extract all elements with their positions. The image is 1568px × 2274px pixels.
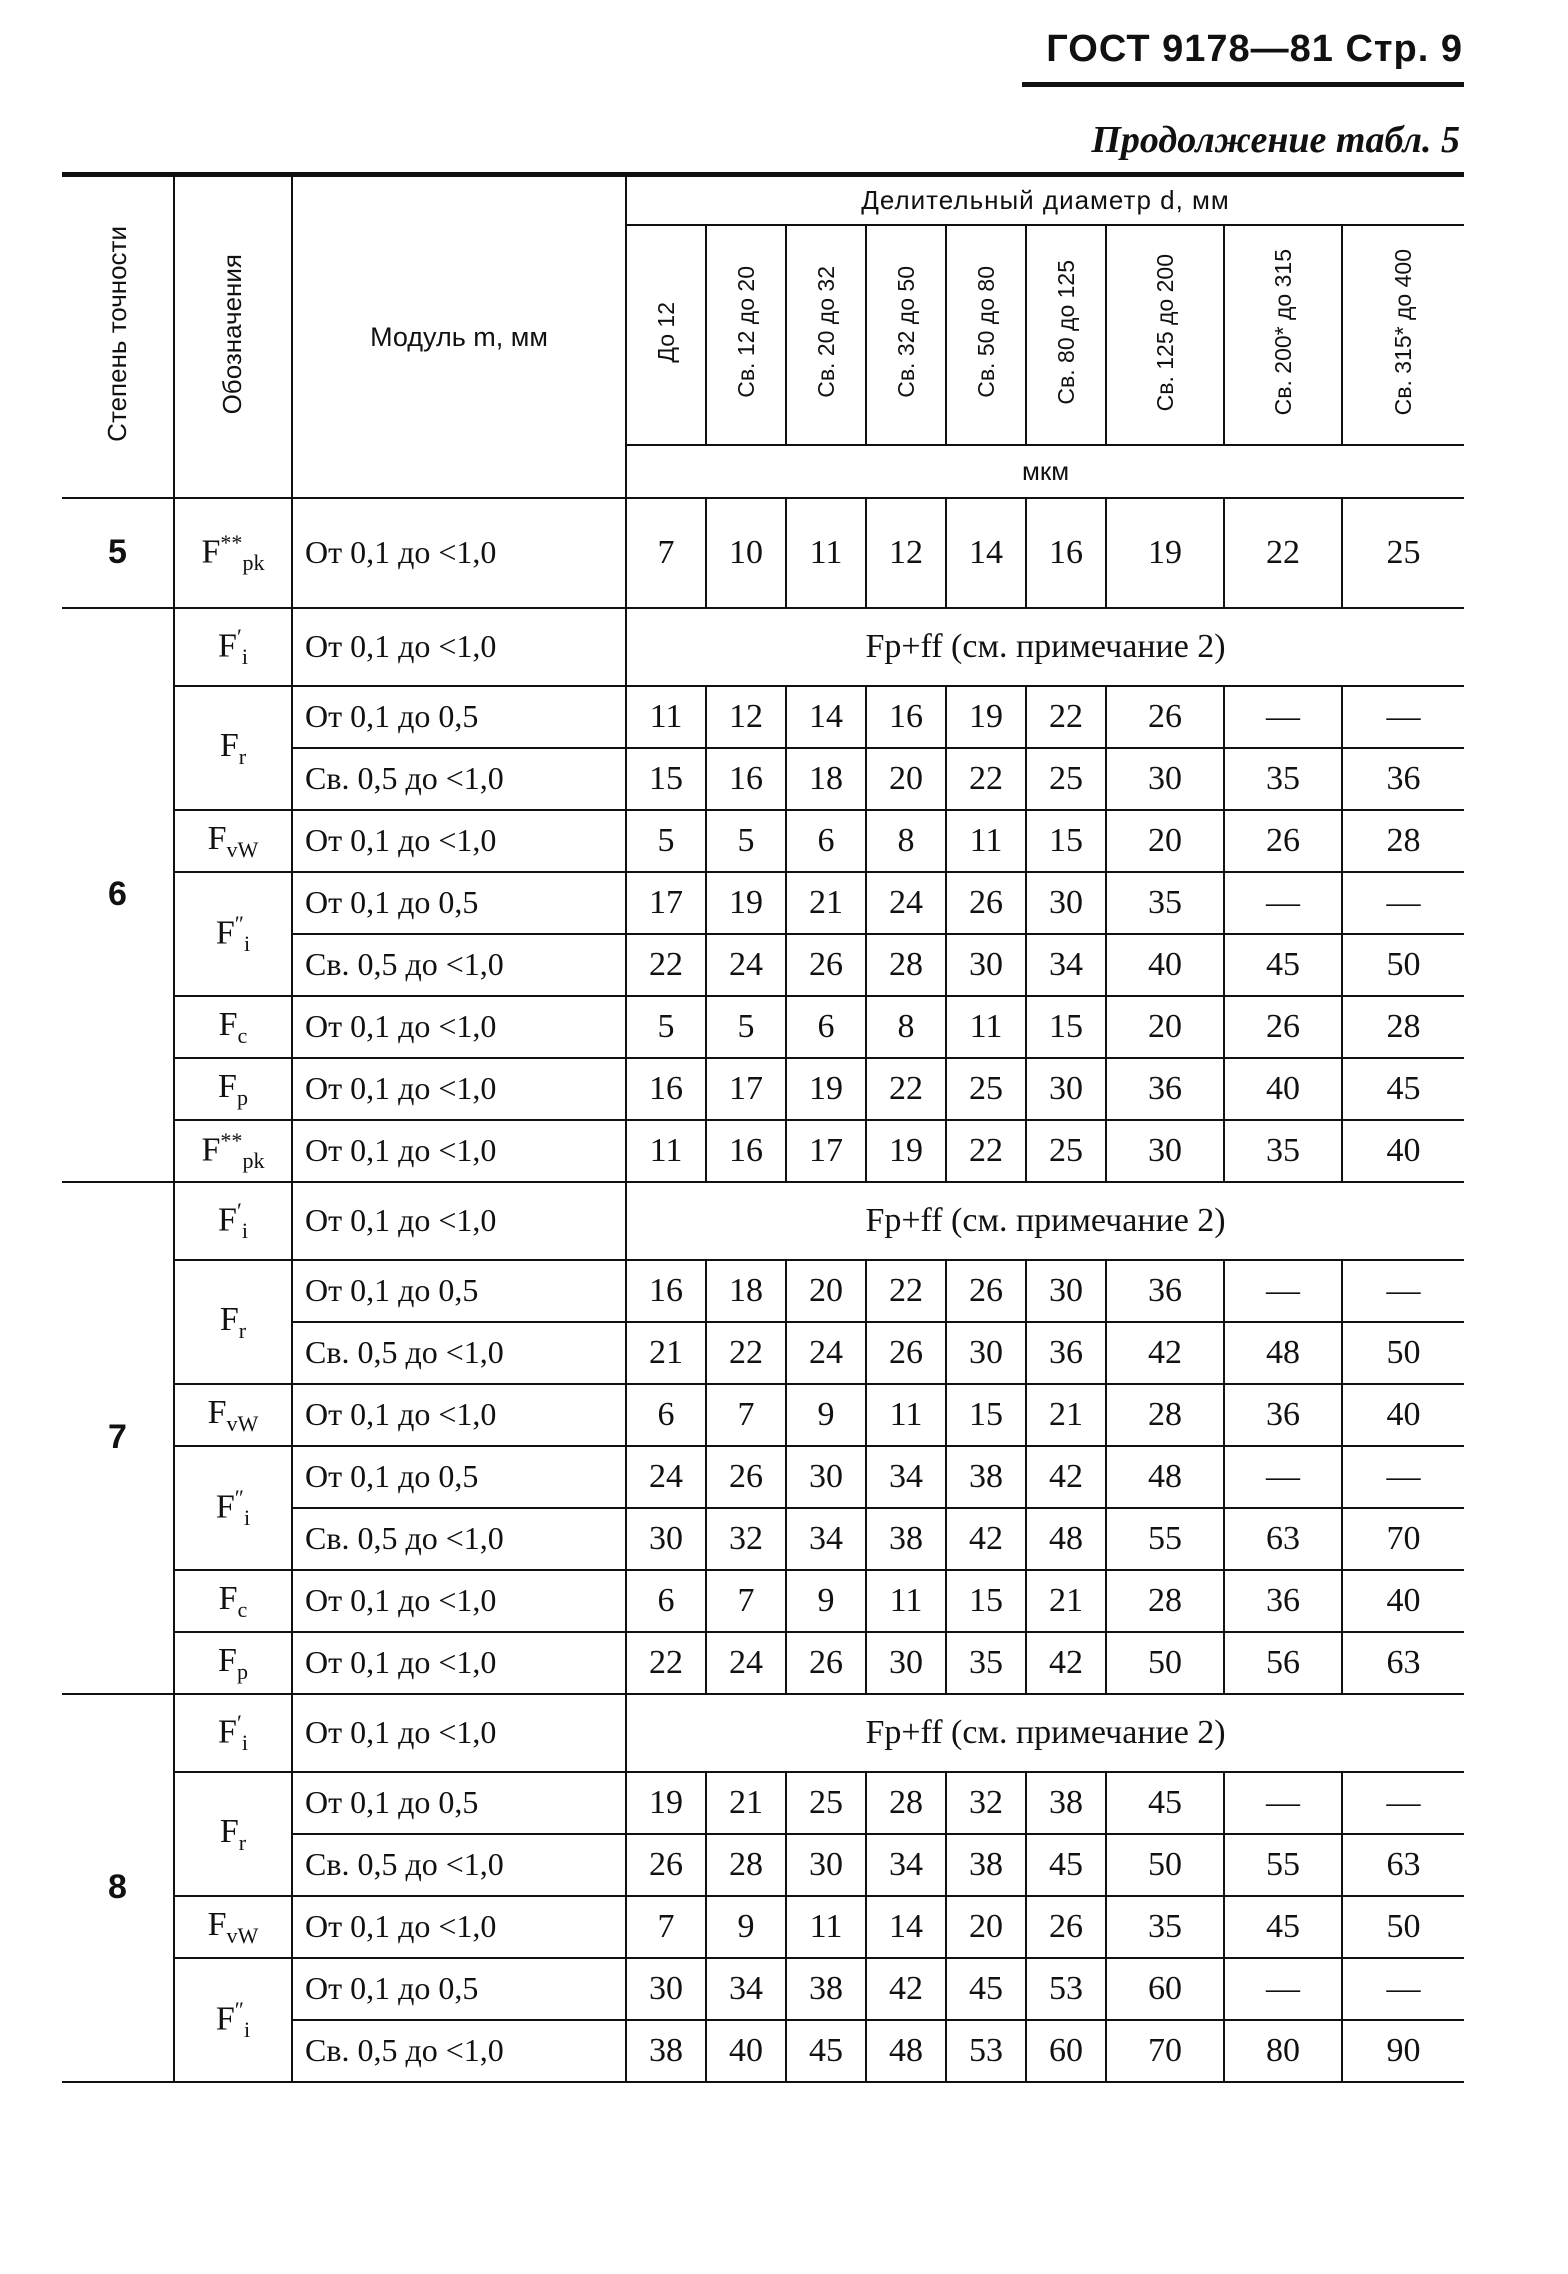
tolerance-value: 22: [866, 1058, 946, 1120]
tolerance-value: 40: [1342, 1384, 1464, 1446]
tolerance-value: 36: [1224, 1570, 1342, 1632]
tolerance-value: 21: [626, 1322, 706, 1384]
module-range: От 0,1 до <1,0: [292, 1570, 626, 1632]
tolerance-value: 22: [1026, 686, 1106, 748]
module-range: Св. 0,5 до <1,0: [292, 748, 626, 810]
module-range: От 0,1 до <1,0: [292, 1694, 626, 1772]
col-header-diameter: Св. 315* до 400: [1342, 225, 1464, 444]
tolerance-value: 14: [786, 686, 866, 748]
tolerance-value: 15: [946, 1570, 1026, 1632]
tolerance-value: 63: [1342, 1834, 1464, 1896]
tolerance-value: 34: [706, 1958, 786, 2020]
tolerance-value: 25: [1026, 748, 1106, 810]
module-range: От 0,1 до <1,0: [292, 1182, 626, 1260]
module-range: Св. 0,5 до <1,0: [292, 2020, 626, 2082]
tolerance-value: 22: [946, 1120, 1026, 1182]
table-row: [62, 1446, 1464, 1508]
tolerance-value: 16: [706, 748, 786, 810]
tolerance-symbol: $F_c$: [174, 996, 292, 1058]
tolerance-value: 16: [866, 686, 946, 748]
tolerance-value: 21: [1026, 1570, 1106, 1632]
tolerance-value: 7: [706, 1570, 786, 1632]
tolerance-value: 24: [706, 934, 786, 996]
tolerance-value: 26: [1026, 1896, 1106, 1958]
module-range: От 0,1 до 0,5: [292, 872, 626, 934]
tolerance-value: 17: [626, 872, 706, 934]
tolerance-value: 11: [946, 996, 1026, 1058]
module-range: От 0,1 до <1,0: [292, 1896, 626, 1958]
tolerance-value: 9: [786, 1384, 866, 1446]
tolerance-symbol: $F''_i$: [174, 872, 292, 996]
tolerance-value: 7: [626, 498, 706, 608]
tolerance-value: —: [1224, 1446, 1342, 1508]
tolerance-value: 22: [626, 934, 706, 996]
tolerance-value: —: [1224, 1260, 1342, 1322]
tolerance-value: 40: [1224, 1058, 1342, 1120]
tolerance-value: 63: [1342, 1632, 1464, 1694]
tolerance-value: —: [1342, 1958, 1464, 2020]
tolerance-value: 22: [626, 1632, 706, 1694]
tolerance-symbol: $F_r$: [174, 1260, 292, 1384]
tolerance-value: 5: [706, 810, 786, 872]
tolerance-value: 9: [706, 1896, 786, 1958]
tolerance-value: 36: [1342, 748, 1464, 810]
tolerance-value: 9: [786, 1570, 866, 1632]
module-range: Св. 0,5 до <1,0: [292, 1322, 626, 1384]
tolerance-symbol: $F_{vW}$: [174, 1896, 292, 1958]
tolerance-value: 55: [1224, 1834, 1342, 1896]
tolerance-value: 16: [626, 1260, 706, 1322]
tolerance-value: 30: [946, 1322, 1026, 1384]
tolerance-value: 34: [1026, 934, 1106, 996]
tolerance-value: 35: [1224, 748, 1342, 810]
tolerance-value: 38: [946, 1834, 1026, 1896]
tolerance-value: —: [1224, 686, 1342, 748]
tolerance-symbol: $F_c$: [174, 1570, 292, 1632]
col-header-diameter: Св. 20 до 32: [786, 225, 866, 444]
tolerance-value: 15: [626, 748, 706, 810]
tolerance-value: 18: [786, 748, 866, 810]
see-note-cell: Fp+ff (см. примечание 2): [626, 608, 1464, 686]
tolerance-value: 70: [1342, 1508, 1464, 1570]
tolerance-value: 11: [626, 686, 706, 748]
tolerance-value: 11: [946, 810, 1026, 872]
col-header-diameter: Св. 125 до 200: [1106, 225, 1224, 444]
tolerance-value: 50: [1342, 934, 1464, 996]
col-header-modul: Модуль m, мм: [292, 175, 626, 499]
col-header-diameter-group: Делительный диаметр d, мм: [626, 175, 1464, 226]
tolerance-symbol: $F''_i$: [174, 1446, 292, 1570]
accuracy-grade: 8: [62, 1694, 174, 2082]
tolerance-value: 38: [946, 1446, 1026, 1508]
tolerance-value: 30: [1106, 1120, 1224, 1182]
table-row: [62, 608, 1464, 686]
tolerance-value: —: [1342, 686, 1464, 748]
tolerance-value: 12: [866, 498, 946, 608]
tolerance-value: 11: [626, 1120, 706, 1182]
tolerance-value: 45: [1224, 934, 1342, 996]
tolerance-value: 45: [1026, 1834, 1106, 1896]
tolerance-symbol: $F_p$: [174, 1632, 292, 1694]
tolerance-value: 26: [706, 1446, 786, 1508]
accuracy-grade: 6: [62, 608, 174, 1182]
table-row: [62, 1694, 1464, 1772]
tolerance-symbol: $F_r$: [174, 686, 292, 810]
module-range: От 0,1 до <1,0: [292, 810, 626, 872]
tolerance-value: 26: [946, 872, 1026, 934]
tolerance-value: 16: [1026, 498, 1106, 608]
tolerance-symbol: $F^{**}_{pk}$: [174, 498, 292, 608]
table-row: [62, 1058, 1464, 1120]
table-continuation-caption: Продолжение табл. 5: [1091, 119, 1460, 161]
tolerance-value: 8: [866, 810, 946, 872]
tolerance-value: 15: [1026, 996, 1106, 1058]
table-row: [62, 1260, 1464, 1322]
tolerance-value: 16: [706, 1120, 786, 1182]
tolerance-value: 19: [626, 1772, 706, 1834]
tolerance-value: —: [1342, 1260, 1464, 1322]
module-range: От 0,1 до 0,5: [292, 1260, 626, 1322]
tolerance-symbol: $F''_i$: [174, 1958, 292, 2082]
tolerance-value: 26: [1106, 686, 1224, 748]
tolerance-value: 38: [626, 2020, 706, 2082]
tolerance-value: 18: [706, 1260, 786, 1322]
tolerance-value: 40: [1106, 934, 1224, 996]
tolerance-value: 45: [786, 2020, 866, 2082]
tolerance-value: 36: [1106, 1058, 1224, 1120]
tolerance-value: 20: [866, 748, 946, 810]
tolerance-value: 40: [1342, 1120, 1464, 1182]
module-range: От 0,1 до <1,0: [292, 1384, 626, 1446]
tolerance-value: 7: [706, 1384, 786, 1446]
tolerance-value: 50: [1342, 1896, 1464, 1958]
tolerance-symbol: $F_r$: [174, 1772, 292, 1896]
tolerance-value: 5: [706, 996, 786, 1058]
col-header-diameter: До 12: [626, 225, 706, 444]
tolerance-value: 26: [786, 1632, 866, 1694]
tolerance-value: 11: [866, 1384, 946, 1446]
tolerance-value: 26: [626, 1834, 706, 1896]
tolerance-value: 80: [1224, 2020, 1342, 2082]
tolerance-value: 15: [946, 1384, 1026, 1446]
tolerance-value: 30: [626, 1958, 706, 2020]
tolerance-value: 24: [626, 1446, 706, 1508]
table-row: [62, 1384, 1464, 1446]
module-range: Св. 0,5 до <1,0: [292, 1834, 626, 1896]
tolerance-value: 45: [946, 1958, 1026, 2020]
col-header-diameter: Св. 200* до 315: [1224, 225, 1342, 444]
tolerance-symbol: $F_p$: [174, 1058, 292, 1120]
tolerance-value: 25: [946, 1058, 1026, 1120]
tolerance-value: 34: [866, 1446, 946, 1508]
tolerance-value: 50: [1106, 1834, 1224, 1896]
tolerance-value: 20: [786, 1260, 866, 1322]
tolerance-symbol: $F^{**}_{pk}$: [174, 1120, 292, 1182]
table-row: [62, 1896, 1464, 1958]
tolerance-value: 24: [866, 872, 946, 934]
tolerance-value: 30: [786, 1446, 866, 1508]
tolerance-value: 40: [706, 2020, 786, 2082]
tolerance-value: 14: [946, 498, 1026, 608]
tolerance-value: 70: [1106, 2020, 1224, 2082]
tolerance-value: 17: [706, 1058, 786, 1120]
table-row: [62, 1772, 1464, 1834]
tolerance-value: 30: [1026, 1058, 1106, 1120]
tolerance-value: 12: [706, 686, 786, 748]
table-row: [62, 1120, 1464, 1182]
tolerance-value: 24: [786, 1322, 866, 1384]
tolerance-value: 25: [1342, 498, 1464, 608]
tolerance-value: 28: [1106, 1384, 1224, 1446]
table-row: [62, 1632, 1464, 1694]
tolerance-value: 42: [1026, 1446, 1106, 1508]
accuracy-grade: 5: [62, 498, 174, 608]
tolerance-value: 48: [866, 2020, 946, 2082]
tolerance-value: 28: [1106, 1570, 1224, 1632]
tolerance-value: —: [1224, 872, 1342, 934]
tolerance-value: 22: [866, 1260, 946, 1322]
tolerance-value: 50: [1342, 1322, 1464, 1384]
tolerance-value: 34: [866, 1834, 946, 1896]
tolerance-value: 48: [1224, 1322, 1342, 1384]
tolerance-value: 19: [946, 686, 1026, 748]
tolerance-value: 28: [1342, 996, 1464, 1058]
tolerance-value: 16: [626, 1058, 706, 1120]
tolerance-value: 30: [786, 1834, 866, 1896]
tolerance-value: 30: [1026, 872, 1106, 934]
module-range: От 0,1 до 0,5: [292, 1446, 626, 1508]
tolerance-symbol: $F'_i$: [174, 608, 292, 686]
tolerance-value: 38: [1026, 1772, 1106, 1834]
tolerance-value: 45: [1342, 1058, 1464, 1120]
module-range: От 0,1 до <1,0: [292, 996, 626, 1058]
tolerance-symbol: $F_{vW}$: [174, 810, 292, 872]
tolerance-value: 22: [946, 748, 1026, 810]
tolerance-value: 26: [786, 934, 866, 996]
tolerance-value: 25: [1026, 1120, 1106, 1182]
tolerance-value: 36: [1106, 1260, 1224, 1322]
col-header-units: мкм: [626, 445, 1464, 498]
tolerance-value: 30: [866, 1632, 946, 1694]
tolerance-value: 6: [786, 996, 866, 1058]
tolerance-value: 30: [946, 934, 1026, 996]
tolerance-value: 5: [626, 810, 706, 872]
col-header-stepen: Степень точности: [62, 175, 174, 499]
tolerance-symbol: $F'_i$: [174, 1694, 292, 1772]
tolerance-symbol: $F'_i$: [174, 1182, 292, 1260]
accuracy-grade: 7: [62, 1182, 174, 1694]
tolerance-value: 21: [1026, 1384, 1106, 1446]
tolerance-value: 11: [786, 1896, 866, 1958]
col-header-diameter: Св. 80 до 125: [1026, 225, 1106, 444]
tolerance-value: 53: [1026, 1958, 1106, 2020]
table-row: [62, 810, 1464, 872]
tolerance-value: 32: [946, 1772, 1026, 1834]
module-range: От 0,1 до <1,0: [292, 1632, 626, 1694]
col-header-diameter: Св. 50 до 80: [946, 225, 1026, 444]
tolerance-value: 19: [786, 1058, 866, 1120]
tolerance-value: —: [1342, 1446, 1464, 1508]
tolerance-value: 28: [706, 1834, 786, 1896]
tolerance-value: 45: [1224, 1896, 1342, 1958]
table-row: [62, 1182, 1464, 1260]
tolerance-value: 32: [706, 1508, 786, 1570]
tolerance-value: 19: [706, 872, 786, 934]
table-row: [62, 498, 1464, 608]
tolerance-value: 63: [1224, 1508, 1342, 1570]
tolerance-value: 25: [786, 1772, 866, 1834]
tolerance-value: 56: [1224, 1632, 1342, 1694]
page-header: ГОСТ 9178—81 Стр. 9: [1046, 28, 1463, 70]
tolerance-value: 20: [946, 1896, 1026, 1958]
tolerance-value: 48: [1106, 1446, 1224, 1508]
tolerance-value: 60: [1026, 2020, 1106, 2082]
tolerance-value: 36: [1224, 1384, 1342, 1446]
tolerance-value: 35: [1106, 1896, 1224, 1958]
tolerance-value: 42: [946, 1508, 1026, 1570]
tolerance-value: 20: [1106, 996, 1224, 1058]
tolerance-value: 19: [1106, 498, 1224, 608]
tolerance-value: 6: [626, 1384, 706, 1446]
module-range: Св. 0,5 до <1,0: [292, 934, 626, 996]
tolerance-value: 60: [1106, 1958, 1224, 2020]
tolerance-value: 38: [786, 1958, 866, 2020]
tolerance-value: 17: [786, 1120, 866, 1182]
tolerance-value: 10: [706, 498, 786, 608]
tolerance-value: 45: [1106, 1772, 1224, 1834]
tolerance-value: 24: [706, 1632, 786, 1694]
module-range: От 0,1 до <1,0: [292, 608, 626, 686]
module-range: Св. 0,5 до <1,0: [292, 1508, 626, 1570]
table-row: [62, 686, 1464, 748]
tolerance-value: 22: [1224, 498, 1342, 608]
see-note-cell: Fp+ff (см. примечание 2): [626, 1694, 1464, 1772]
tolerance-value: 42: [866, 1958, 946, 2020]
tolerance-value: 34: [786, 1508, 866, 1570]
tolerance-value: —: [1342, 1772, 1464, 1834]
tolerance-value: 28: [866, 1772, 946, 1834]
module-range: От 0,1 до 0,5: [292, 1958, 626, 2020]
tolerance-value: 5: [626, 996, 706, 1058]
tolerance-value: 35: [1224, 1120, 1342, 1182]
module-range: От 0,1 до <1,0: [292, 1120, 626, 1182]
tolerance-value: —: [1224, 1772, 1342, 1834]
table-row: [62, 1570, 1464, 1632]
tolerance-value: 53: [946, 2020, 1026, 2082]
col-header-diameter: Св. 12 до 20: [706, 225, 786, 444]
tolerance-value: 42: [1026, 1632, 1106, 1694]
tolerance-value: 30: [626, 1508, 706, 1570]
tolerance-value: 30: [1026, 1260, 1106, 1322]
module-range: От 0,1 до <1,0: [292, 1058, 626, 1120]
tolerance-value: 35: [946, 1632, 1026, 1694]
tolerance-value: 36: [1026, 1322, 1106, 1384]
table-row: [62, 1958, 1464, 2020]
tolerance-value: 6: [786, 810, 866, 872]
tolerance-value: 42: [1106, 1322, 1224, 1384]
tolerance-value: 28: [866, 934, 946, 996]
module-range: От 0,1 до 0,5: [292, 1772, 626, 1834]
col-header-diameter: Св. 32 до 50: [866, 225, 946, 444]
tolerance-value: 50: [1106, 1632, 1224, 1694]
tolerance-table: [62, 172, 1464, 2083]
tolerance-value: 90: [1342, 2020, 1464, 2082]
tolerance-value: 7: [626, 1896, 706, 1958]
tolerance-value: 35: [1106, 872, 1224, 934]
tolerance-symbol: $F_{vW}$: [174, 1384, 292, 1446]
tolerance-value: 26: [946, 1260, 1026, 1322]
tolerance-value: 30: [1106, 748, 1224, 810]
tolerance-value: 20: [1106, 810, 1224, 872]
tolerance-value: 26: [1224, 996, 1342, 1058]
tolerance-value: 21: [706, 1772, 786, 1834]
col-header-oboznach: Обозначения: [174, 175, 292, 499]
table-row: [62, 872, 1464, 934]
tolerance-value: 55: [1106, 1508, 1224, 1570]
tolerance-value: 48: [1026, 1508, 1106, 1570]
tolerance-value: 11: [786, 498, 866, 608]
tolerance-value: 21: [786, 872, 866, 934]
module-range: От 0,1 до <1,0: [292, 498, 626, 608]
see-note-cell: Fp+ff (см. примечание 2): [626, 1182, 1464, 1260]
tolerance-value: —: [1224, 1958, 1342, 2020]
header-rule: [1022, 82, 1464, 87]
tolerance-value: 19: [866, 1120, 946, 1182]
tolerance-value: 15: [1026, 810, 1106, 872]
tolerance-value: 6: [626, 1570, 706, 1632]
module-range: От 0,1 до 0,5: [292, 686, 626, 748]
table-row: [62, 996, 1464, 1058]
tolerance-value: 26: [1224, 810, 1342, 872]
tolerance-value: 11: [866, 1570, 946, 1632]
tolerance-value: 38: [866, 1508, 946, 1570]
tolerance-value: 22: [706, 1322, 786, 1384]
tolerance-value: 14: [866, 1896, 946, 1958]
tolerance-value: 28: [1342, 810, 1464, 872]
tolerance-value: —: [1342, 872, 1464, 934]
tolerance-value: 8: [866, 996, 946, 1058]
tolerance-value: 40: [1342, 1570, 1464, 1632]
tolerance-value: 26: [866, 1322, 946, 1384]
